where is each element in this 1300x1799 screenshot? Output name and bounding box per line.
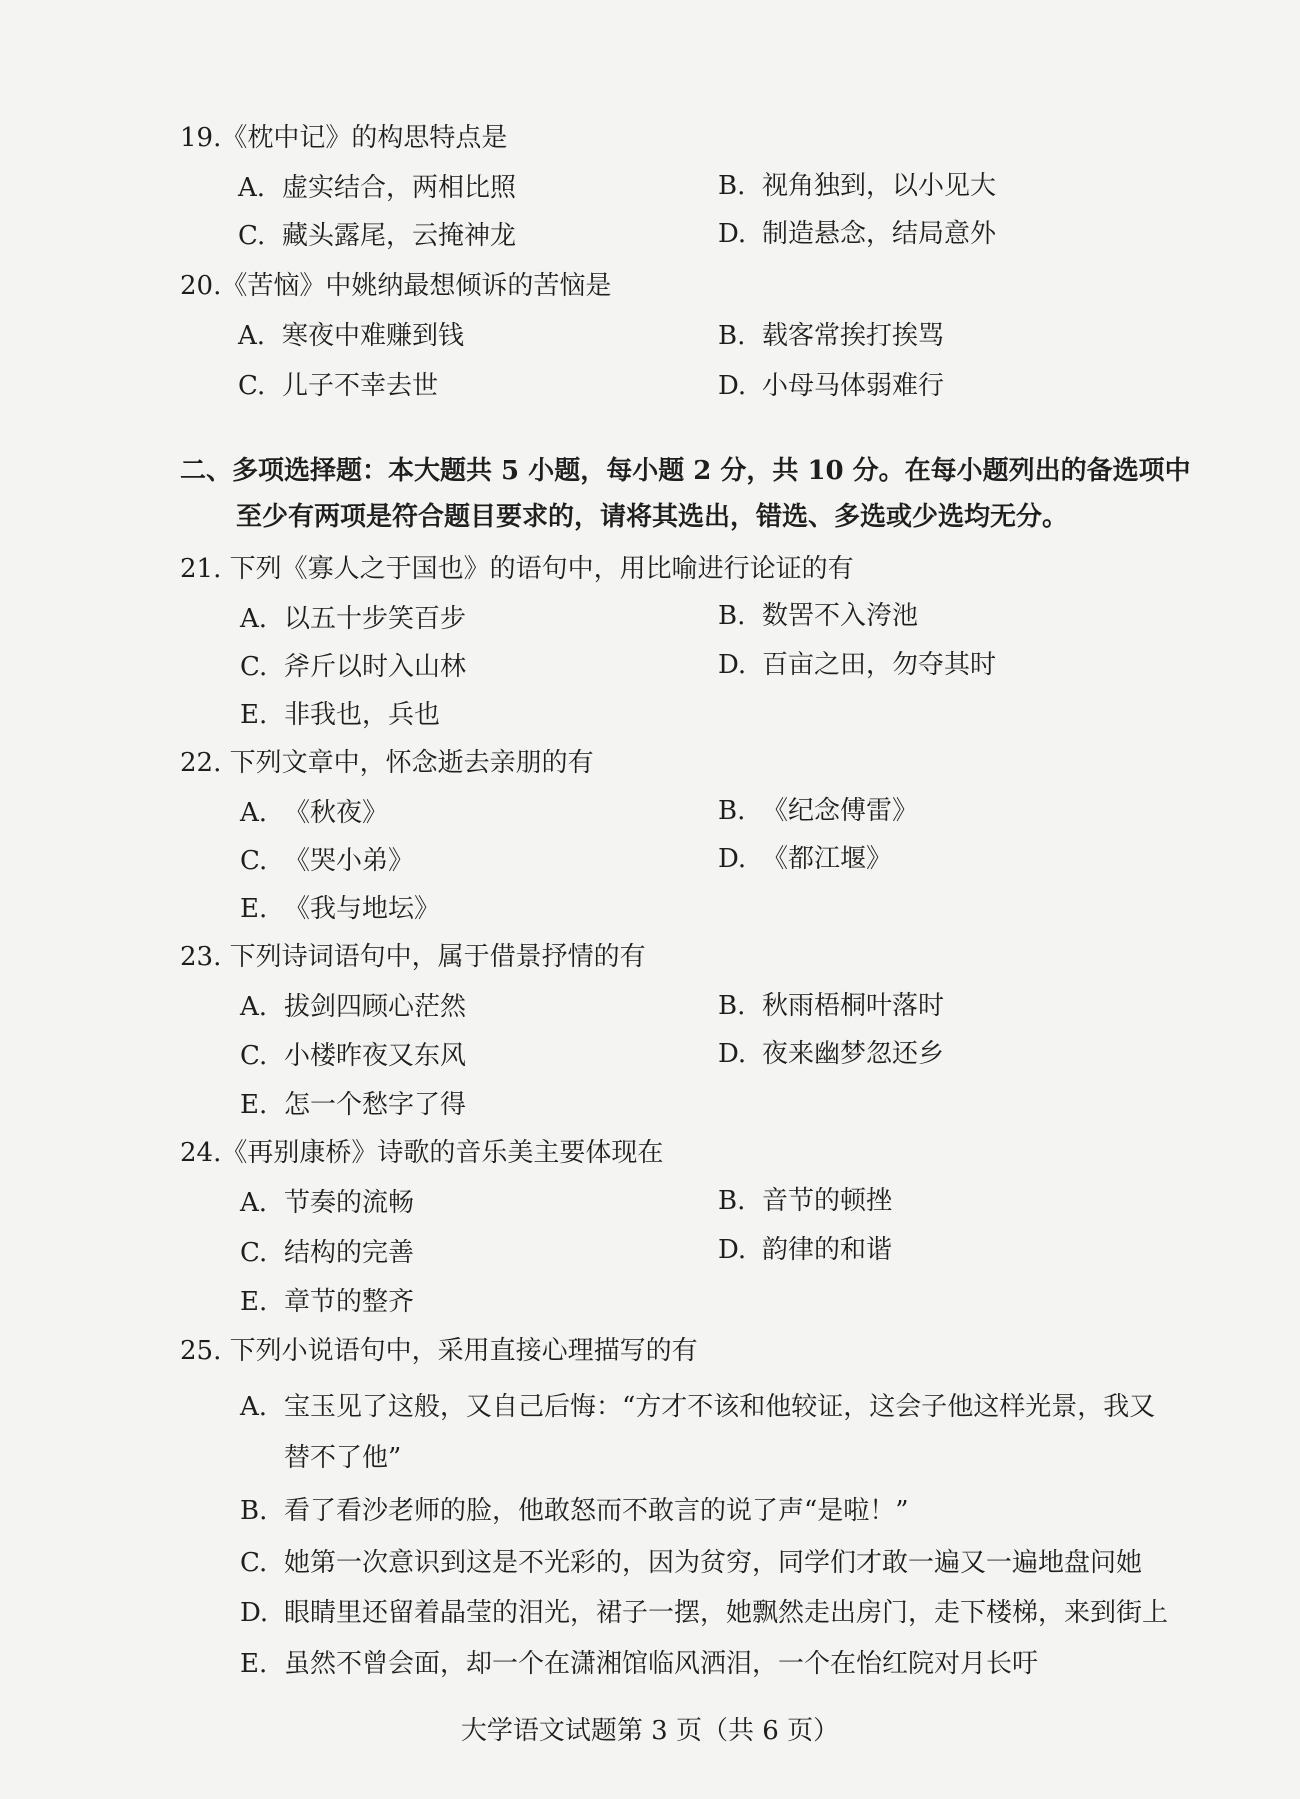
question-25-option-b: B. 看了看沙老师的脸，他敢怒而不敢言的说了声“是啦！” [240, 1496, 909, 1526]
question-25-option-a-continuation: 替不了他” [284, 1443, 402, 1473]
question-25-stem: 25. 下列小说语句中，采用直接心理描写的有 [180, 1336, 698, 1366]
question-25-option-d: D. 眼睛里还留着晶莹的泪光，裙子一摆，她飘然走出房门，走下楼梯，来到街上 [240, 1598, 1169, 1628]
question-20-stem: 20.《苦恼》中姚纳最想倾诉的苦恼是 [180, 271, 612, 301]
question-25-option-c: C. 她第一次意识到这是不光彩的，因为贫穷，同学们才敢一遍又一遍地盘问她 [240, 1548, 1143, 1578]
question-22-option-b: B. 《纪念傅雷》 [718, 796, 919, 826]
question-24-option-d: D. 韵律的和谐 [718, 1235, 893, 1265]
question-25-option-a: A. 宝玉见了这般，又自己后悔：“方才不该和他较证，这会子他这样光景，我又 [240, 1392, 1156, 1422]
question-24-option-a: A. 节奏的流畅 [240, 1188, 415, 1218]
question-24-option-b: B. 音节的顿挫 [718, 1186, 893, 1216]
question-19-option-c: C. 藏头露尾，云掩神龙 [238, 221, 517, 251]
question-24-stem: 24.《再别康桥》诗歌的音乐美主要体现在 [180, 1138, 664, 1168]
page-footer: 大学语文试题第 3 页（共 6 页） [460, 1716, 840, 1746]
question-20-option-a: A. 寒夜中难赚到钱 [238, 321, 465, 351]
question-23-option-b: B. 秋雨梧桐叶落时 [718, 991, 945, 1021]
question-20-option-c: C. 儿子不幸去世 [238, 371, 439, 401]
question-24-option-e: E. 章节的整齐 [240, 1287, 415, 1317]
question-20-option-d: D. 小母马体弱难行 [718, 371, 945, 401]
question-21-option-a: A. 以五十步笑百步 [240, 604, 467, 634]
question-22-option-d: D. 《都江堰》 [718, 844, 893, 874]
question-21-stem: 21. 下列《寡人之于国也》的语句中，用比喻进行论证的有 [180, 554, 854, 584]
question-21-option-c: C. 斧斤以时入山林 [240, 652, 467, 682]
question-23-option-c: C. 小楼昨夜又东风 [240, 1041, 467, 1071]
question-21-option-b: B. 数罟不入洿池 [718, 601, 919, 631]
question-19-option-d: D. 制造悬念，结局意外 [718, 219, 997, 249]
question-19-option-a: A. 虚实结合，两相比照 [238, 173, 517, 203]
question-19-option-b: B. 视角独到，以小见大 [718, 171, 997, 201]
question-24-option-c: C. 结构的完善 [240, 1238, 415, 1268]
question-21-option-e: E. 非我也，兵也 [240, 700, 441, 730]
question-22-option-a: A. 《秋夜》 [240, 798, 389, 828]
question-22-option-c: C. 《哭小弟》 [240, 846, 415, 876]
question-25-option-e: E. 虽然不曾会面，却一个在潇湘馆临风洒泪，一个在怡红院对月长吁 [240, 1649, 1039, 1679]
section-2-heading: 二、多项选择题：本大题共 5 小题，每小题 2 分，共 10 分。在每小题列出的备选项中 至少有两项是符合题目要求的，请将其选出，错选、多选或少选均无分。 [180, 456, 1191, 532]
question-23-stem: 23. 下列诗词语句中，属于借景抒情的有 [180, 942, 646, 972]
question-23-option-a: A. 拔剑四顾心茫然 [240, 992, 467, 1022]
question-20-option-b: B. 载客常挨打挨骂 [718, 321, 945, 351]
question-19-stem: 19.《枕中记》的构思特点是 [180, 123, 508, 153]
question-22-option-e: E. 《我与地坛》 [240, 894, 441, 924]
question-21-option-d: D. 百亩之田，勿夺其时 [718, 650, 997, 680]
question-22-stem: 22. 下列文章中，怀念逝去亲朋的有 [180, 748, 594, 778]
question-23-option-d: D. 夜来幽梦忽还乡 [718, 1039, 945, 1069]
question-23-option-e: E. 怎一个愁字了得 [240, 1090, 467, 1120]
